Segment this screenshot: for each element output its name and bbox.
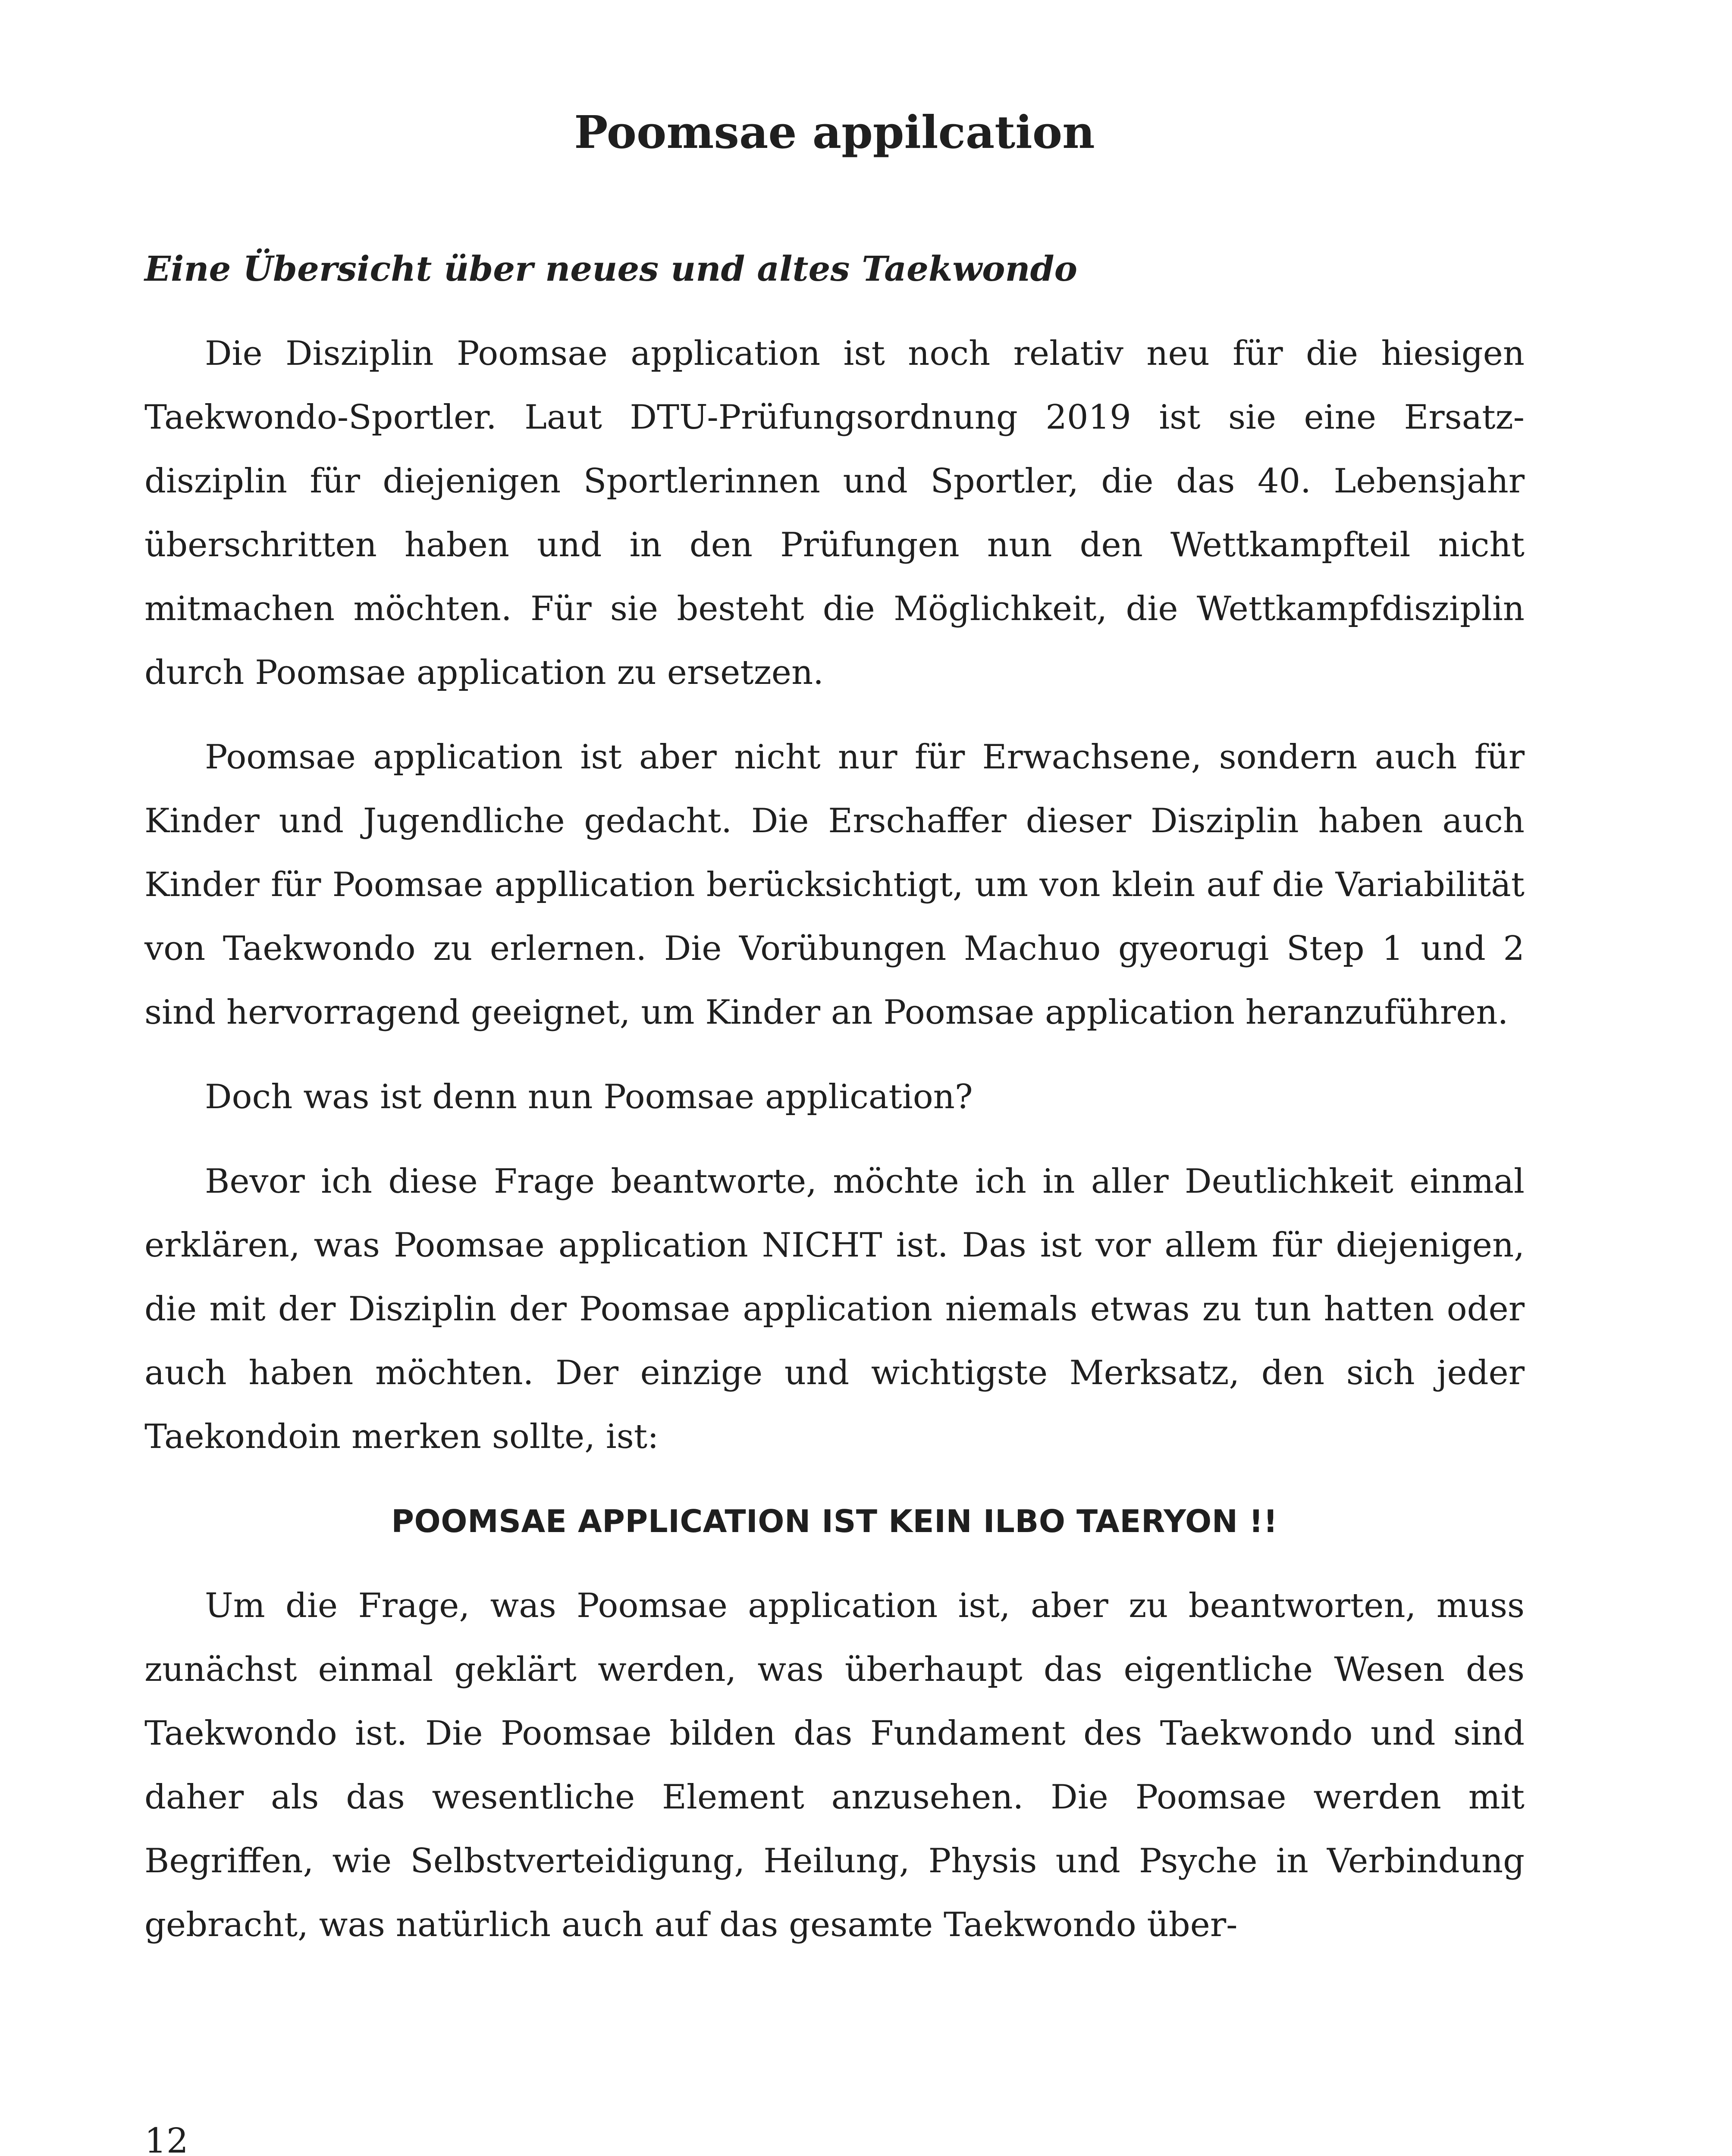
page-title: Poomsae appilcation (574, 106, 1095, 159)
page-number: 12 (144, 2121, 188, 2156)
section-subtitle: Eine Übersicht über neues und altes Taekwondo (144, 248, 1077, 289)
paragraph-3: Doch was ist denn nun Poomsae application? (205, 1077, 973, 1116)
paragraph-2: Poomsae application ist aber nicht nur für Erwachsene, sondern auch für Kinder und Jugendliche gedacht. Die Erschaffer dieser Disziplin haben auch Kinder für Poomsae appllication berücksichtigt, um von klein auf die Variabilität von Taekwondo zu erlernen. Die Vorübungen Machuo gyeorugi Step 1 und 2 sind hervorragend geeignet, um Kinder an Poomsae application heranzuführen. (144, 737, 1525, 1032)
paragraph-5: Um die Frage, was Poomsae application ist, aber zu beantworten, muss zunächst einmal geklärt werden, was überhaupt das eigentliche Wesen des Taekwondo ist. Die Poomsae bilden das Fundament des Taekwondo und sind daher als das wesentliche Element anzusehen. Die Poomsae werden mit Begriffen, wie Selbstverteidigung, Heilung, Physis und Psyche in Verbindung gebracht, was natürlich auch auf das gesamte Taekwondo über- (144, 1586, 1525, 1944)
paragraph-4: Bevor ich diese Frage beantworte, möchte ich in aller Deutlichkeit einmal erklären, was Poomsae application NICHT ist. Das ist vor allem für diejenigen, die mit der Disziplin der Poomsae application niemals etwas zu tun hatten oder auch haben möchten. Der einzige und wichtigste Merksatz, den sich jeder Taekondoin merken sollte, ist: (144, 1162, 1525, 1456)
body-text (144, 322, 1525, 1957)
page-content (144, 106, 1525, 1977)
emphasis-statement: POOMSAE APPLICATION IST KEIN ILBO TAERYON !! (391, 1503, 1278, 1539)
paragraph-1: Die Disziplin Poomsae application ist noch relativ neu für die hiesigen Taekwondo-Sportler. Laut DTU-Prüfungsordnung 2019 ist sie eine Ersatzdisziplin für diejenigen Sportlerinnen und Sportler, die das 40. Lebensjahr überschritten haben und in den Prüfungen nun den Wettkampfteil nicht mitmachen möchten. Für sie besteht die Möglichkeit, die Wettkampfdisziplin durch Poomsae application zu ersetzen. (144, 334, 1525, 692)
